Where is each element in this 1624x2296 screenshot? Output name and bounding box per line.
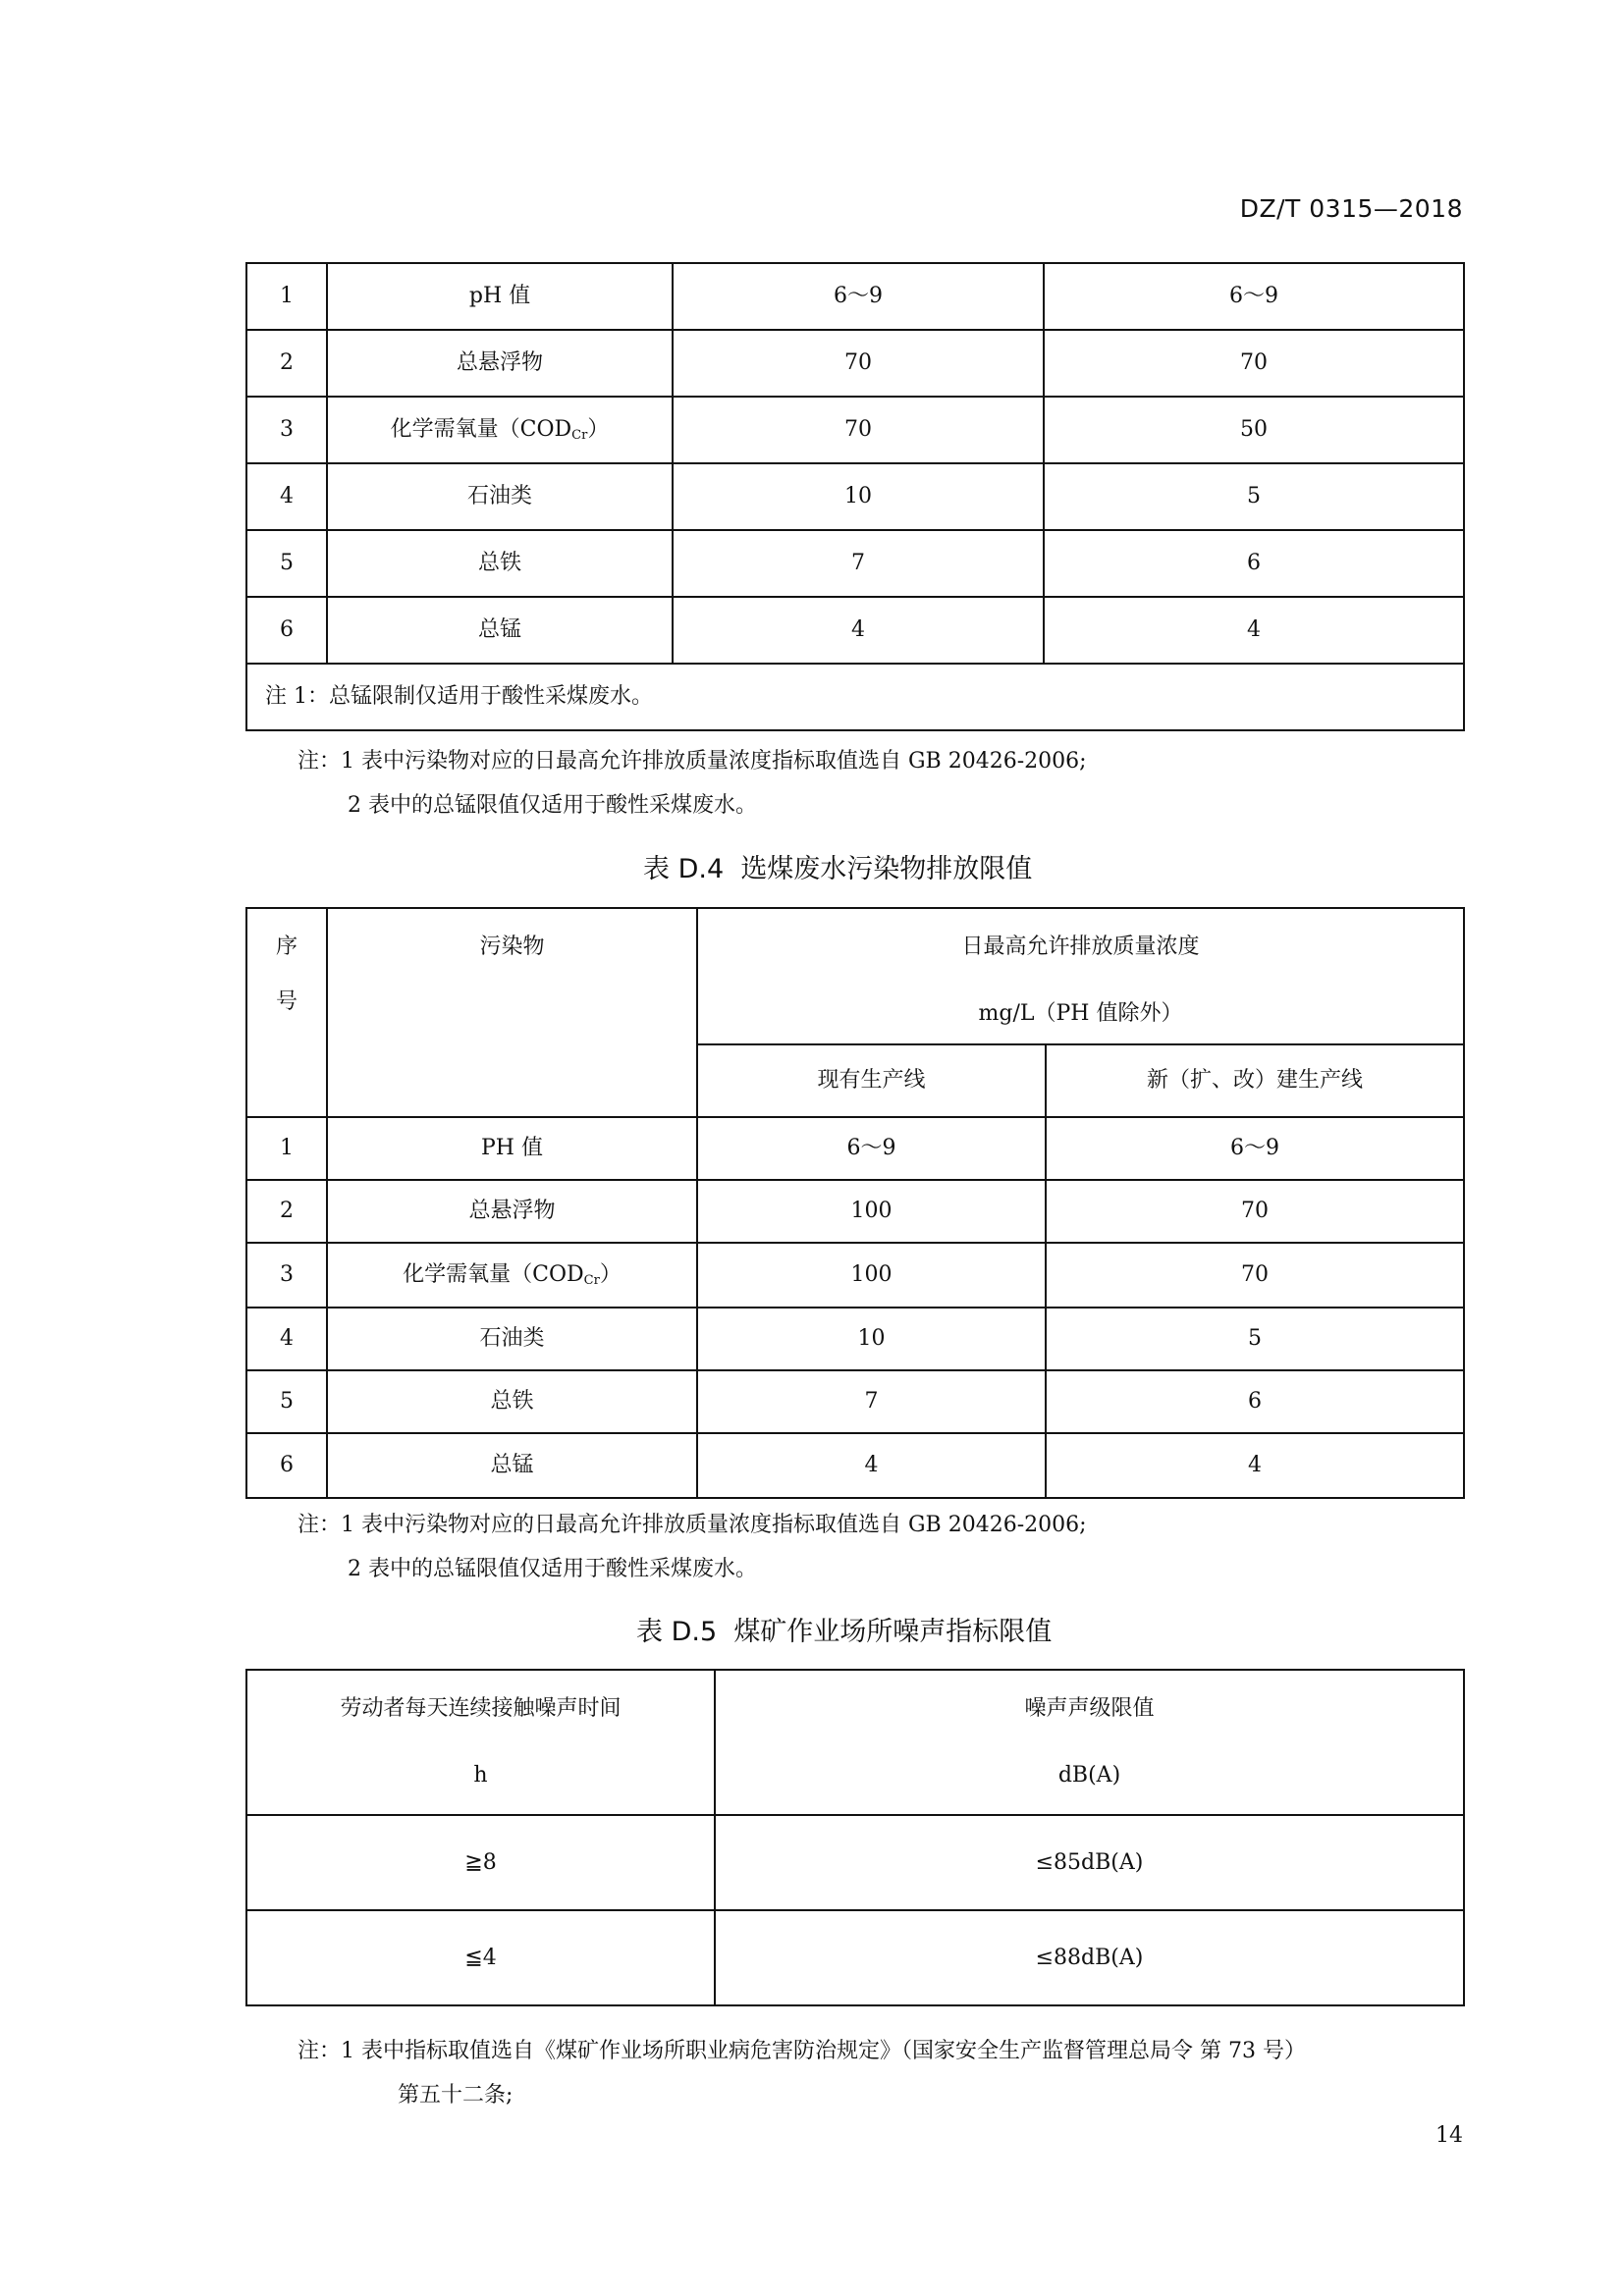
table-note-1: 注：1 表中污染物对应的日最高允许排放质量浓度指标取值选自 GB 20426-2006; bbox=[298, 749, 1087, 774]
table-note-row bbox=[246, 664, 1464, 730]
row-number: 4 bbox=[246, 463, 327, 530]
table-d5 bbox=[245, 1669, 1465, 2006]
new-line-value: 5 bbox=[1044, 463, 1464, 530]
new-line-value: 5 bbox=[1046, 1308, 1464, 1370]
row-number: 5 bbox=[246, 530, 327, 597]
row-number: 6 bbox=[246, 597, 327, 664]
table-row bbox=[246, 1815, 1464, 1910]
table-note-1: 注：1 表中污染物对应的日最高允许排放质量浓度指标取值选自 GB 20426-2006; bbox=[298, 1513, 1087, 1537]
pollutant-name: 总锰 bbox=[327, 1433, 697, 1498]
header-existing-line: 现有生产线 bbox=[697, 1044, 1046, 1117]
table-row bbox=[246, 463, 1464, 530]
existing-line-value: 10 bbox=[697, 1308, 1046, 1370]
table-row bbox=[246, 530, 1464, 597]
header-seq bbox=[246, 908, 327, 1117]
table-caption-number: 表 D.5 bbox=[636, 1617, 718, 1647]
header-exposure-time-title: 劳动者每天连续接触噪声时间 bbox=[340, 1696, 622, 1721]
header-seq-top: 序 bbox=[275, 934, 298, 959]
table-row bbox=[246, 397, 1464, 463]
pollutant-name: 总铁 bbox=[327, 1370, 697, 1433]
existing-line-value: 7 bbox=[673, 530, 1044, 597]
header-seq-bottom: 号 bbox=[275, 989, 298, 1014]
table-note-2: 2 表中的总锰限值仅适用于酸性采煤废水。 bbox=[348, 1557, 757, 1581]
table-caption-title: 煤矿作业场所噪声指标限值 bbox=[733, 1617, 1053, 1647]
pollutant-name: pH 值 bbox=[327, 263, 673, 330]
header-exposure-time bbox=[246, 1670, 715, 1815]
header-limit bbox=[697, 908, 1464, 1044]
pollutant-name: 化学需氧量$(COD_{Cr})$ bbox=[327, 397, 673, 463]
table-row bbox=[246, 1243, 1464, 1308]
row-number: 1 bbox=[246, 263, 327, 330]
row-number: 5 bbox=[246, 1370, 327, 1433]
noise-limit-value: ≤88dB(A) bbox=[715, 1910, 1464, 2005]
table-row bbox=[246, 263, 1464, 330]
pollutant-name: 石油类 bbox=[327, 1308, 697, 1370]
table-header-row bbox=[246, 1670, 1464, 1815]
existing-line-value: 100 bbox=[697, 1180, 1046, 1243]
pollutant-name: 石油类 bbox=[327, 463, 673, 530]
table-row bbox=[246, 1370, 1464, 1433]
table-note-2: 2 表中的总锰限值仅适用于酸性采煤废水。 bbox=[348, 793, 757, 818]
header-noise-limit-title: 噪声声级限值 bbox=[1024, 1696, 1155, 1721]
pollutant-name: 总锰 bbox=[327, 597, 673, 664]
table-caption-number: 表 D.4 bbox=[643, 854, 725, 884]
page-number: 14 bbox=[1435, 2123, 1463, 2148]
exposure-time-value: ≦4 bbox=[246, 1910, 715, 2005]
pollutant-name: 总铁 bbox=[327, 530, 673, 597]
table-row bbox=[246, 330, 1464, 397]
existing-line-value: 10 bbox=[673, 463, 1044, 530]
header-new-line: 新（扩、改）建生产线 bbox=[1046, 1044, 1464, 1117]
table-caption-title: 选煤废水污染物排放限值 bbox=[740, 854, 1033, 884]
row-number: 4 bbox=[246, 1308, 327, 1370]
existing-line-value: 70 bbox=[673, 397, 1044, 463]
new-line-value: 6 bbox=[1046, 1370, 1464, 1433]
row-number: 3 bbox=[246, 1243, 327, 1308]
table-row bbox=[246, 597, 1464, 664]
pollutant-name: PH 值 bbox=[327, 1117, 697, 1180]
new-line-value: 6～9 bbox=[1046, 1117, 1464, 1180]
new-line-value: 70 bbox=[1046, 1243, 1464, 1308]
pollutant-name: 总悬浮物 bbox=[327, 330, 673, 397]
header-limit-unit: mg/L（PH 值除外） bbox=[978, 1001, 1183, 1026]
table-d3-continuation bbox=[245, 262, 1465, 731]
header-pollutant-label: 污染物 bbox=[479, 934, 545, 959]
table-row bbox=[246, 1117, 1464, 1180]
row-number: 6 bbox=[246, 1433, 327, 1498]
row-number: 2 bbox=[246, 330, 327, 397]
new-line-value: 50 bbox=[1044, 397, 1464, 463]
row-number: 2 bbox=[246, 1180, 327, 1243]
table-row bbox=[246, 1910, 1464, 2005]
table-caption bbox=[643, 847, 1032, 885]
document-code: DZ/T 0315—2018 bbox=[1239, 194, 1463, 223]
existing-line-value: 7 bbox=[697, 1370, 1046, 1433]
existing-line-value: 6～9 bbox=[697, 1117, 1046, 1180]
table-d4 bbox=[245, 907, 1465, 1499]
header-exposure-time-unit: h bbox=[473, 1763, 488, 1788]
header-noise-limit-unit: dB(A) bbox=[1057, 1763, 1121, 1788]
new-line-value: 4 bbox=[1044, 597, 1464, 664]
table-note-2: 第五十二条; bbox=[398, 2083, 514, 2108]
new-line-value: 6 bbox=[1044, 530, 1464, 597]
header-noise-limit bbox=[715, 1670, 1464, 1815]
row-number: 3 bbox=[246, 397, 327, 463]
new-line-value: 70 bbox=[1046, 1180, 1464, 1243]
existing-line-value: 4 bbox=[697, 1433, 1046, 1498]
table-caption bbox=[636, 1610, 1052, 1648]
table-header-row bbox=[246, 908, 1464, 1044]
pollutant-name: 总悬浮物 bbox=[327, 1180, 697, 1243]
new-line-value: 4 bbox=[1046, 1433, 1464, 1498]
new-line-value: 70 bbox=[1044, 330, 1464, 397]
table-row bbox=[246, 1308, 1464, 1370]
table-inner-note: 注 1：总锰限制仅适用于酸性采煤废水。 bbox=[246, 664, 1464, 730]
table-row bbox=[246, 1433, 1464, 1498]
row-number: 1 bbox=[246, 1117, 327, 1180]
table-row bbox=[246, 1180, 1464, 1243]
existing-line-value: 70 bbox=[673, 330, 1044, 397]
table-note-1: 注：1 表中指标取值选自《煤矿作业场所职业病危害防治规定》（国家安全生产监督管理总局令 第 73 号） bbox=[298, 2039, 1306, 2063]
existing-line-value: 6～9 bbox=[673, 263, 1044, 330]
header-limit-title: 日最高允许排放质量浓度 bbox=[961, 934, 1200, 959]
pollutant-name: 化学需氧量$(COD_{Cr})$ bbox=[327, 1243, 697, 1308]
existing-line-value: 100 bbox=[697, 1243, 1046, 1308]
existing-line-value: 4 bbox=[673, 597, 1044, 664]
exposure-time-value: ≧8 bbox=[246, 1815, 715, 1910]
noise-limit-value: ≤85dB(A) bbox=[715, 1815, 1464, 1910]
new-line-value: 6～9 bbox=[1044, 263, 1464, 330]
header-pollutant bbox=[327, 908, 697, 1117]
